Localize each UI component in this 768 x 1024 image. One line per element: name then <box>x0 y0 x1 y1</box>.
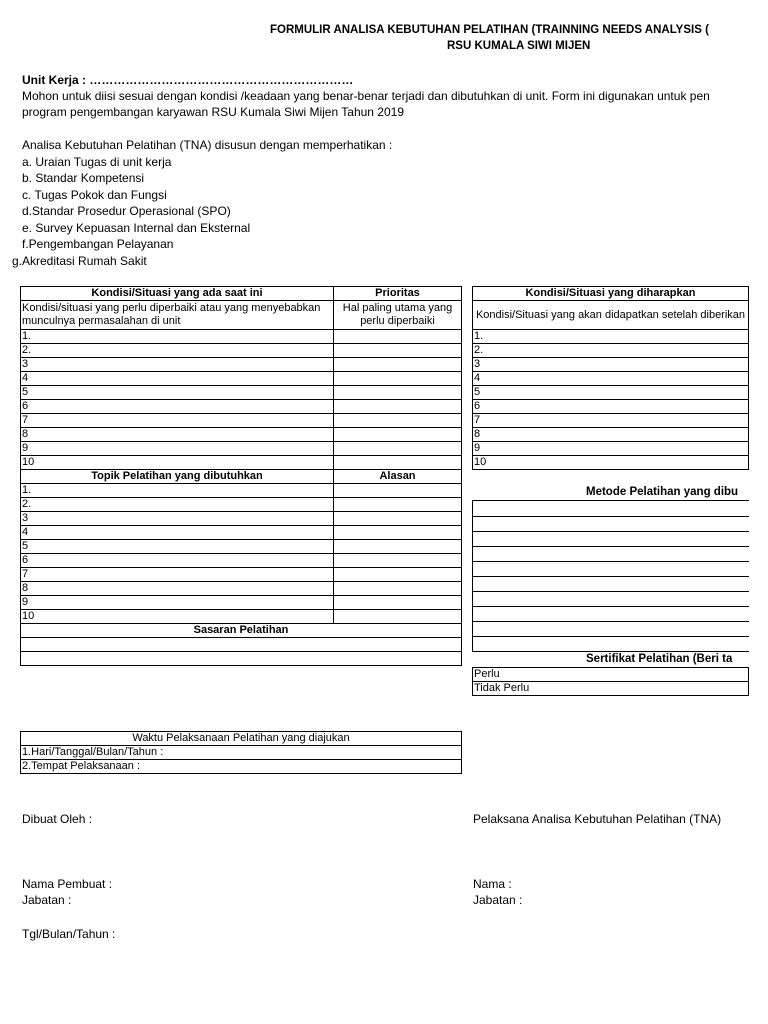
table-row <box>21 372 462 386</box>
kondisi-cell[interactable]: 7 <box>21 414 334 428</box>
alasan-cell[interactable] <box>334 540 462 554</box>
sasaran-header: Sasaran Pelatihan <box>21 624 462 638</box>
prioritas-cell[interactable] <box>334 414 462 428</box>
consideration-item: g.Akreditasi Rumah Sakit <box>12 254 147 268</box>
consideration-item: a. Uraian Tugas di unit kerja <box>22 155 172 169</box>
table-row <box>21 484 462 498</box>
jabatan-right-label: Jabatan : <box>473 893 523 907</box>
alasan-cell[interactable] <box>334 568 462 582</box>
alasan-cell[interactable] <box>334 582 462 596</box>
metode-line[interactable] <box>473 531 749 532</box>
jabatan-left-label: Jabatan : <box>22 893 72 907</box>
harapan-table <box>472 286 749 470</box>
table-row <box>473 442 749 456</box>
consideration-item: c. Tugas Pokok dan Fungsi <box>22 188 167 202</box>
table-row <box>21 512 462 526</box>
table-row <box>21 330 462 344</box>
table-row <box>21 526 462 540</box>
topik-cell[interactable]: 10 <box>21 610 334 624</box>
unit-kerja-label: Unit Kerja : ………………………………………………………… <box>22 73 354 87</box>
harapan-subheader: Kondisi/Situasi yang akan didapatkan setelah diberikan <box>473 301 749 330</box>
table-row <box>21 568 462 582</box>
table-row <box>473 414 749 428</box>
metode-line[interactable] <box>473 636 749 637</box>
table-row <box>21 456 462 470</box>
table-row <box>21 344 462 358</box>
alasan-cell[interactable] <box>334 526 462 540</box>
kondisi-cell[interactable]: 3 <box>21 358 334 372</box>
prioritas-subheader: Hal paling utama yang perlu diperbaiki <box>334 301 462 330</box>
topik-cell[interactable]: 9 <box>21 596 334 610</box>
harapan-cell[interactable]: 2. <box>473 344 749 358</box>
harapan-cell[interactable]: 6 <box>473 400 749 414</box>
sasaran-cell[interactable] <box>21 652 462 666</box>
prioritas-header: Prioritas <box>334 287 462 301</box>
waktu-tempat-field[interactable]: 2.Tempat Pelaksanaan : <box>21 760 462 774</box>
kondisi-cell[interactable]: 1. <box>21 330 334 344</box>
harapan-cell[interactable]: 1. <box>473 330 749 344</box>
metode-line[interactable] <box>473 546 749 547</box>
metode-line[interactable] <box>473 651 749 652</box>
harapan-cell[interactable]: 7 <box>473 414 749 428</box>
table-row <box>473 428 749 442</box>
waktu-table <box>20 731 462 774</box>
alasan-cell[interactable] <box>334 498 462 512</box>
tna-intro: Analisa Kebutuhan Pelatihan (TNA) disusun dengan memperhatikan : <box>22 138 393 152</box>
alasan-cell[interactable] <box>334 596 462 610</box>
alasan-cell[interactable] <box>334 554 462 568</box>
metode-line[interactable] <box>473 500 749 501</box>
prioritas-cell[interactable] <box>334 386 462 400</box>
metode-line[interactable] <box>473 606 749 607</box>
instruction-line2: program pengembangan karyawan RSU Kumala Siwi Mijen Tahun 2019 <box>22 105 404 119</box>
kondisi-cell[interactable]: 2. <box>21 344 334 358</box>
consideration-item: e. Survey Kepuasan Internal dan Eksternal <box>22 221 251 235</box>
kondisi-topik-table <box>20 286 462 666</box>
harapan-cell[interactable]: 10 <box>473 456 749 470</box>
kondisi-cell[interactable]: 10 <box>21 456 334 470</box>
harapan-cell[interactable]: 5 <box>473 386 749 400</box>
table-row <box>21 652 462 666</box>
harapan-cell[interactable]: 9 <box>473 442 749 456</box>
topik-cell[interactable]: 6 <box>21 554 334 568</box>
table-row <box>473 456 749 470</box>
table-row <box>473 386 749 400</box>
table-row <box>473 330 749 344</box>
metode-line[interactable] <box>473 621 749 622</box>
waktu-tanggal-field[interactable]: 1.Hari/Tanggal/Bulan/Tahun : <box>21 746 462 760</box>
alasan-cell[interactable] <box>334 610 462 624</box>
topik-cell[interactable]: 3 <box>21 512 334 526</box>
table-row <box>21 596 462 610</box>
alasan-cell[interactable] <box>334 484 462 498</box>
harapan-cell[interactable]: 3 <box>473 358 749 372</box>
kondisi-header: Kondisi/Situasi yang ada saat ini <box>21 287 334 301</box>
table-row <box>473 372 749 386</box>
instruction-line1: Mohon untuk diisi sesuai dengan kondisi /keadaan yang benar-benar terjadi dan dibutuhkan di unit. Form ini digunakan untuk pen <box>22 89 710 103</box>
table-row <box>21 428 462 442</box>
metode-lines[interactable] <box>472 500 749 652</box>
table-row <box>21 760 462 774</box>
consideration-item: b. Standar Kompetensi <box>22 171 145 185</box>
harapan-header: Kondisi/Situasi yang diharapkan <box>473 287 749 301</box>
table-row <box>473 344 749 358</box>
nama-pembuat-label: Nama Pembuat : <box>22 877 113 891</box>
sertifikat-option-perlu[interactable]: Perlu <box>473 668 749 682</box>
topik-header: Topik Pelatihan yang dibutuhkan <box>21 470 334 484</box>
table-row <box>21 610 462 624</box>
metode-line[interactable] <box>473 576 749 577</box>
prioritas-cell[interactable] <box>334 428 462 442</box>
table-row <box>21 638 462 652</box>
pelaksana-label: Pelaksana Analisa Kebutuhan Pelatihan (TNA) <box>473 812 722 826</box>
alasan-cell[interactable] <box>334 512 462 526</box>
kondisi-cell[interactable]: 6 <box>21 400 334 414</box>
table-row <box>473 668 749 682</box>
table-row <box>21 358 462 372</box>
prioritas-cell[interactable] <box>334 330 462 344</box>
topik-cell[interactable]: 7 <box>21 568 334 582</box>
waktu-header: Waktu Pelaksanaan Pelatihan yang diajukan <box>21 732 462 746</box>
table-row <box>21 400 462 414</box>
sertifikat-header: Sertifikat Pelatihan (Beri ta <box>586 653 733 665</box>
dibuat-oleh-label: Dibuat Oleh : <box>22 812 93 826</box>
topik-cell[interactable]: 2. <box>21 498 334 512</box>
topik-cell[interactable]: 4 <box>21 526 334 540</box>
table-row <box>21 414 462 428</box>
kondisi-cell[interactable]: 5 <box>21 386 334 400</box>
kondisi-cell[interactable]: 9 <box>21 442 334 456</box>
prioritas-cell[interactable] <box>334 344 462 358</box>
prioritas-cell[interactable] <box>334 372 462 386</box>
prioritas-cell[interactable] <box>334 400 462 414</box>
table-row <box>21 554 462 568</box>
metode-line[interactable] <box>473 516 749 517</box>
metode-header: Metode Pelatihan yang dibu <box>586 486 739 498</box>
sertifikat-option-tidak-perlu[interactable]: Tidak Perlu <box>473 682 749 696</box>
nama-label: Nama : <box>473 877 512 891</box>
tanggal-label: Tgl/Bulan/Tahun : <box>22 927 116 941</box>
consideration-item: d.Standar Prosedur Operasional (SPO) <box>22 204 231 218</box>
table-row <box>21 386 462 400</box>
topik-cell[interactable]: 8 <box>21 582 334 596</box>
metode-line[interactable] <box>473 591 749 592</box>
harapan-cell[interactable]: 8 <box>473 428 749 442</box>
table-row <box>21 442 462 456</box>
alasan-header: Alasan <box>334 470 462 484</box>
prioritas-cell[interactable] <box>334 456 462 470</box>
table-row <box>473 400 749 414</box>
sasaran-cell[interactable] <box>21 638 462 652</box>
form-title-line2: RSU KUMALA SIWI MIJEN <box>447 40 591 52</box>
prioritas-cell[interactable] <box>334 358 462 372</box>
table-row <box>473 358 749 372</box>
kondisi-cell[interactable]: 4 <box>21 372 334 386</box>
table-row <box>21 746 462 760</box>
table-row <box>21 582 462 596</box>
kondisi-cell[interactable]: 8 <box>21 428 334 442</box>
kondisi-subheader: Kondisi/situasi yang perlu diperbaiki atau yang menyebabkan munculnya permasalahan di unit <box>21 301 334 330</box>
table-row <box>21 498 462 512</box>
topik-cell[interactable]: 5 <box>21 540 334 554</box>
table-row <box>473 682 749 696</box>
form-title-line1: FORMULIR ANALISA KEBUTUHAN PELATIHAN (TRAINNING NEEDS ANALYSIS ( <box>270 24 709 36</box>
table-row <box>21 540 462 554</box>
prioritas-cell[interactable] <box>334 442 462 456</box>
topik-cell[interactable]: 1. <box>21 484 334 498</box>
consideration-item: f.Pengembangan Pelayanan <box>22 237 174 251</box>
harapan-cell[interactable]: 4 <box>473 372 749 386</box>
metode-line[interactable] <box>473 561 749 562</box>
sertifikat-table <box>472 667 749 696</box>
